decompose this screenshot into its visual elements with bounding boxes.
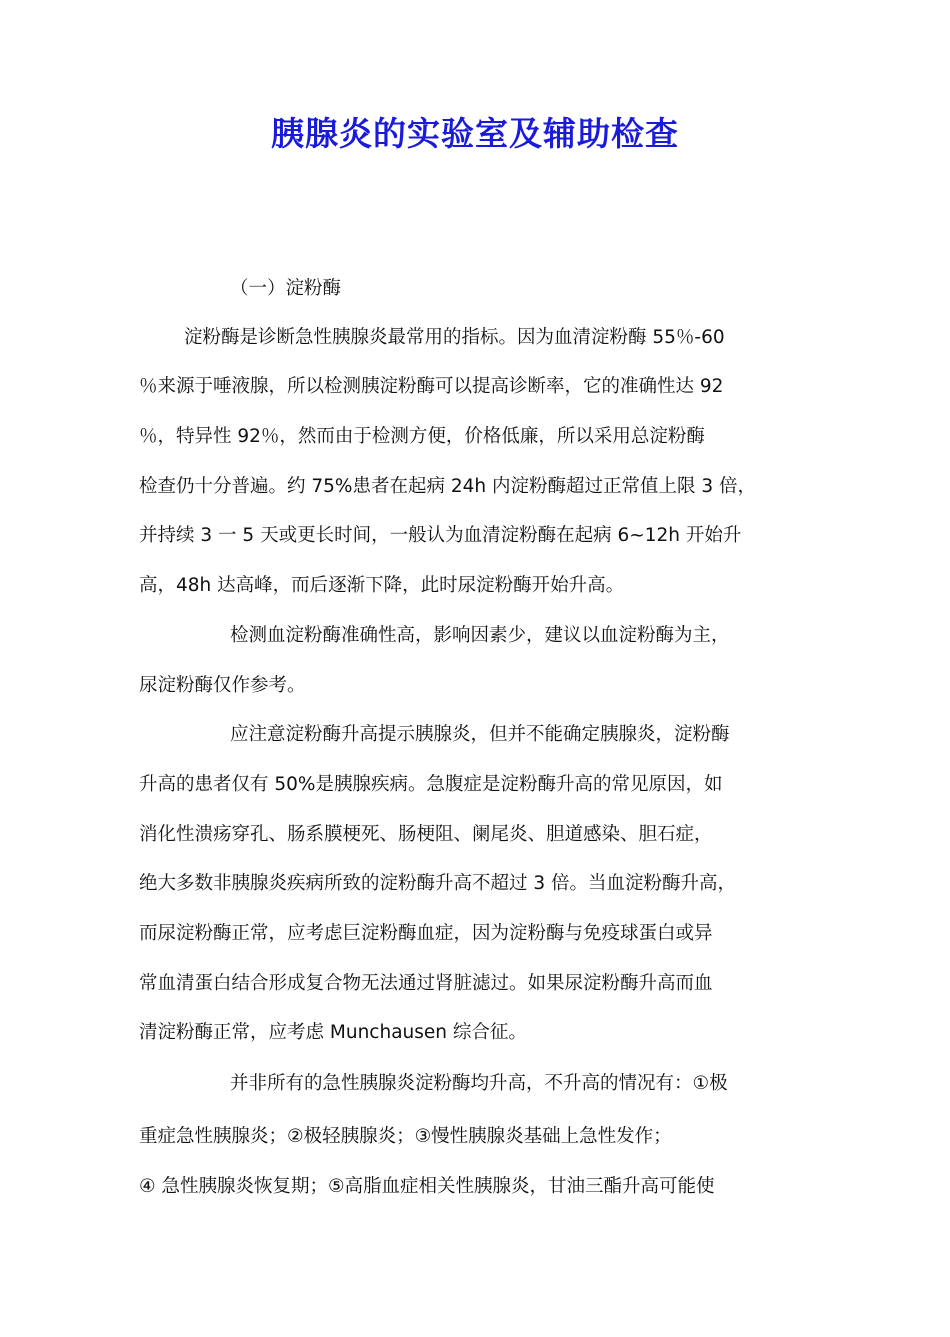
paragraph-line: 检测血淀粉酶准确性高，影响因素少，建议以血淀粉酶为主， xyxy=(230,625,730,646)
paragraph-line: ％来源于唾液腺，所以检测胰淀粉酶可以提高诊断率，它的准确性达 92 xyxy=(139,376,724,397)
paragraph-line: 消化性溃疡穿孔、肠系膜梗死、肠梗阻、阑尾炎、胆道感染、胆石症， xyxy=(139,824,713,845)
paragraph-line: 应注意淀粉酶升高提示胰腺炎，但并不能确定胰腺炎，淀粉酶 xyxy=(230,724,730,745)
paragraph-line: ④ 急性胰腺炎恢复期；⑤高脂血症相关性胰腺炎，甘油三酯升高可能使 xyxy=(139,1176,715,1197)
paragraph-line: 升高的患者仅有 50%是胰腺疾病。急腹症是淀粉酶升高的常见原因，如 xyxy=(139,774,723,795)
paragraph-line: 清淀粉酶正常，应考虑 Munchausen 综合征。 xyxy=(139,1022,527,1043)
paragraph-line: 并非所有的急性胰腺炎淀粉酶均升高，不升高的情况有：①极 xyxy=(230,1073,728,1094)
paragraph-line: ％，特异性 92％，然而由于检测方便，价格低廉，所以采用总淀粉酶 xyxy=(139,426,705,447)
paragraph-line: 检查仍十分普遍。约 75%患者在起病 24h 内淀粉酶超过正常值上限 3 倍， xyxy=(139,476,757,497)
paragraph-line: 常血清蛋白结合形成复合物无法通过肾脏滤过。如果尿淀粉酶升高而血 xyxy=(139,973,713,994)
paragraph-line: 淀粉酶是诊断急性胰腺炎最常用的指标。因为血清淀粉酶 55％-60 xyxy=(184,327,725,348)
paragraph-line: 并持续 3 一 5 天或更长时间，一般认为血清淀粉酶在起病 6~12h 开始升 xyxy=(139,525,742,546)
paragraph-line: 尿淀粉酶仅作参考。 xyxy=(139,675,306,696)
paragraph-line: 而尿淀粉酶正常，应考虑巨淀粉酶血症，因为淀粉酶与免疫球蛋白或异 xyxy=(139,923,713,944)
paragraph-line: 重症急性胰腺炎；②极轻胰腺炎；③慢性胰腺炎基础上急性发作； xyxy=(139,1126,672,1147)
paragraph-line: 绝大多数非胰腺炎疾病所致的淀粉酶升高不超过 3 倍。当血淀粉酶升高， xyxy=(139,873,737,894)
page-title: 胰腺炎的实验室及辅助检查 xyxy=(271,114,679,153)
paragraph-line: 高，48h 达高峰，而后逐渐下降，此时尿淀粉酶开始升高。 xyxy=(139,575,625,596)
section-heading: （一）淀粉酶 xyxy=(230,278,342,299)
